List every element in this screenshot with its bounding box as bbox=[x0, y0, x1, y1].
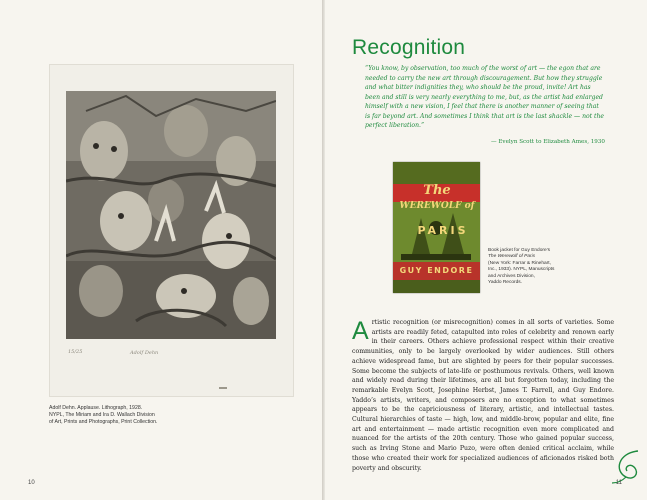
caption-line: Adolf Dehn. Applause. Lithograph, 1928. bbox=[49, 405, 143, 411]
caption-line: and Archives Division, bbox=[488, 273, 535, 279]
page-number: 11 bbox=[615, 480, 622, 486]
section-title: Recognition bbox=[352, 36, 466, 59]
caption-line: Yaddo Records. bbox=[488, 280, 523, 286]
book-jacket-caption bbox=[488, 248, 568, 286]
quote-attribution: — Evelyn Scott to Elizabeth Ames, 1930 bbox=[490, 139, 605, 145]
cover-title-paris: PARIS bbox=[417, 224, 469, 237]
cover-author: GUY ENDORE bbox=[399, 266, 474, 275]
caption-line: Book jacket for Guy Endore’s bbox=[488, 248, 551, 253]
image-caption bbox=[49, 405, 199, 426]
lithograph-plate bbox=[49, 64, 294, 397]
right-page bbox=[325, 0, 647, 500]
artist-signature: Adolf Dehn bbox=[130, 350, 159, 356]
flourish-ornament-icon bbox=[608, 447, 644, 487]
caption-line: NYPL, The Miriam and Ira D. Wallach Division bbox=[49, 412, 155, 418]
caption-line: The Werewolf of Paris bbox=[488, 254, 536, 260]
page-number: 10 bbox=[28, 480, 35, 486]
applause-lithograph-illustration bbox=[66, 91, 276, 339]
caption-line: of Art, Prints and Photographs, Print Collection. bbox=[49, 419, 158, 425]
body-text: rtistic recognition (or misrecognition) comes in all sorts of varieties. Some artists are readily feted, catapulted into roles of celebrity and renown early in their careers. Others achieve professional respect within their creative communities, only to be largely overlooked by wider audiences. Still others achieve widespread fame, but are slighted by peers for their popular successes. Some become the subjects of late-life or posthumous revivals. Others, well known and widely read during their lifetimes, are all but forgotten today, including the remarkable Evelyn Scott, Josephine Herbst, James T. Farrell, and Guy Endore. Yaddo’s artists, writers, and composers are no exception to what sometimes appears to be the capriciousness of literary, artistic, and intellectual tastes. Cultural hierarchies of taste — high, low, and middle-brow, popular and elite, fine art and entertainment — made artistic recognition even more complicated and nuanced for the artists of the 20th century. Those who gained popular success, such as Irving Stone and Mario Puzo, were often denied critical acclaim, while those who created their work for specialized audiences of aficionados risked both poverty and obscurity. bbox=[352, 319, 614, 472]
caption-line: Inc., 1933). NYPL, Manuscripts bbox=[488, 267, 555, 273]
caption-line: (New York: Farrar & Rinehart, bbox=[488, 260, 551, 266]
epigraph-quote: “You know, by observation, too much of the worst of art — the egon that are needed to carry the new art through discouragement. But how they struggle and what bitter indignities they, who should be the proud, invite! Art has been and still is very nearly everything to me, but, as the artist had enlarged himself with a new vision, I feel that there is another manner of seeing that is far beyond art. And sometimes I think that art is the last shackle — not the perfect liberation.” bbox=[365, 65, 605, 129]
cover-title-werewolf: WEREWOLF of bbox=[399, 201, 475, 211]
cover-title-the: The bbox=[423, 183, 451, 198]
edition-number: 15/25 bbox=[68, 349, 83, 355]
cover-bottom-panel bbox=[393, 280, 480, 293]
cover-title bbox=[397, 184, 477, 213]
cover-top-panel bbox=[393, 162, 480, 184]
body-paragraph bbox=[352, 318, 614, 473]
plate-mark bbox=[219, 387, 227, 389]
lithograph-image bbox=[66, 91, 276, 339]
drop-cap: A bbox=[352, 317, 369, 345]
book-jacket-image bbox=[393, 162, 480, 293]
